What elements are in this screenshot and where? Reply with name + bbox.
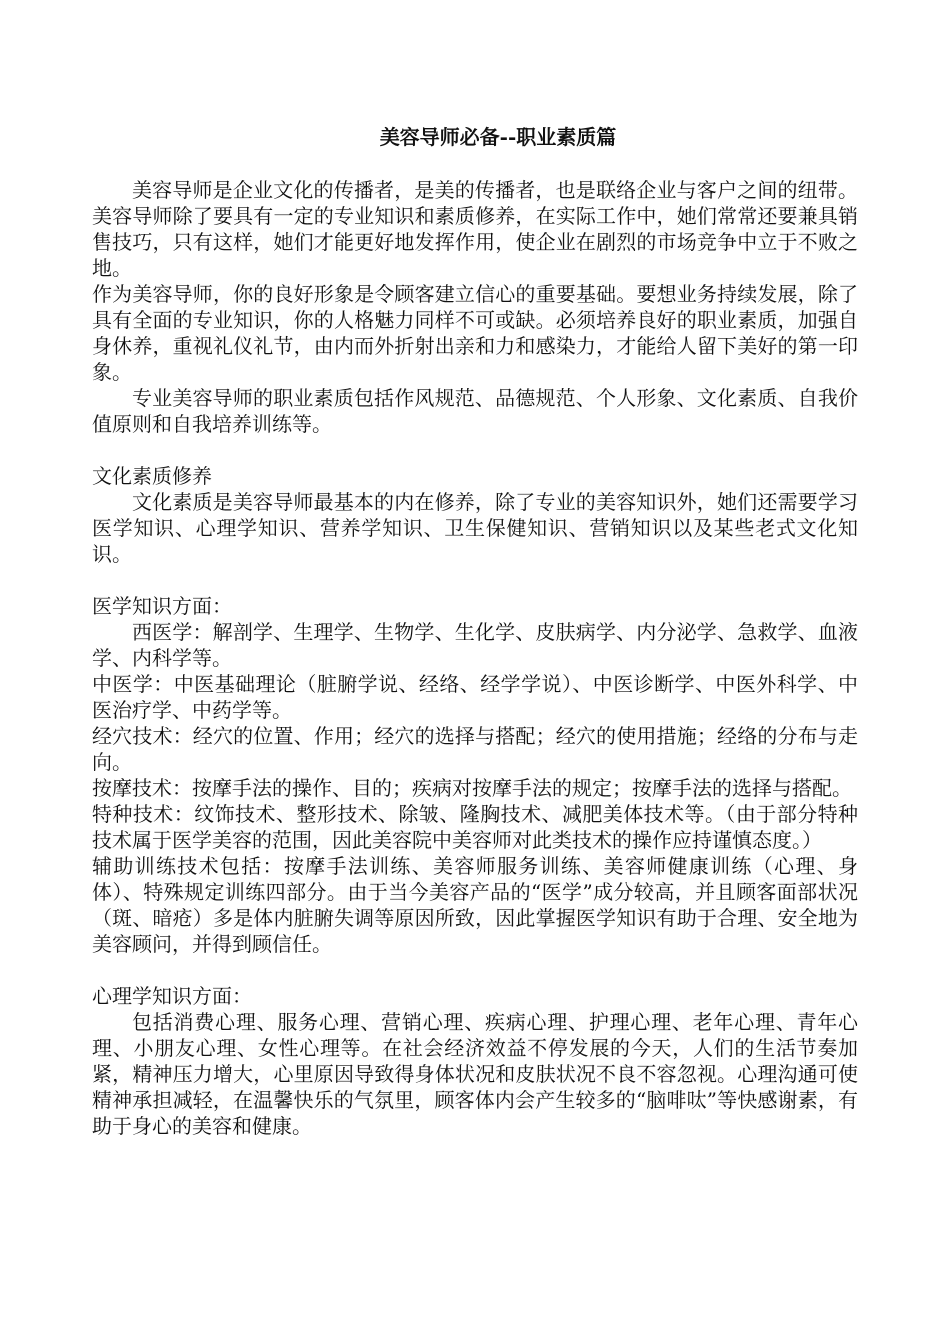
paragraph-acupoint: 经穴技术：经穴的位置、作用；经穴的选择与搭配；经穴的使用措施；经络的分布与走向。 xyxy=(92,724,858,774)
section-heading-culture: 文化素质修养 xyxy=(92,464,212,488)
paragraph-massage: 按摩技术：按摩手法的操作、目的；疾病对按摩手法的规定；按摩手法的选择与搭配。 xyxy=(92,776,852,800)
section-heading-medical: 医学知识方面： xyxy=(92,594,232,618)
page-title: 美容导师必备--职业素质篇 xyxy=(379,125,617,149)
paragraph-intro: 美容导师是企业文化的传播者，是美的传播者，也是联络企业与客户之间的纽带。美容导师除了要具有一定的专业知识和素质修养，在实际工作中，她们常常还要兼具销售技巧，只有这样，她们才能更好地发挥作用，使企业在剧烈的市场竞争中立于不败之地。 xyxy=(92,178,858,280)
paragraph-chinese-medicine: 中医学：中医基础理论（脏腑学说、经络、经学学说）、中医诊断学、中医外科学、中医治疗学、中药学等。 xyxy=(92,672,858,722)
blank-line xyxy=(92,437,858,463)
paragraph-western-medicine: 西医学：解剖学、生理学、生物学、生化学、皮肤病学、内分泌学、急救学、血液学、内科学等。 xyxy=(92,620,858,670)
paragraph-image: 作为美容导师，你的良好形象是令顾客建立信心的重要基础。要想业务持续发展，除了具有全面的专业知识，你的人格魅力同样不可或缺。必须培养良好的职业素质，加强自身休养，重视礼仪礼节，由内而外折射出亲和力和感染力，才能给人留下美好的第一印象。 xyxy=(92,282,858,384)
blank-line xyxy=(92,567,858,593)
section-heading-psychology: 心理学知识方面： xyxy=(92,984,252,1008)
paragraph-qualities: 专业美容导师的职业素质包括作风规范、品德规范、个人形象、文化素质、自我价值原则和自我培养训练等。 xyxy=(92,386,858,436)
paragraph-special-tech: 特种技术：纹饰技术、整形技术、除皱、隆胸技术、减肥美体技术等。（由于部分特种技术属于医学美容的范围，因此美容院中美容师对此类技术的操作应持谨慎态度。） xyxy=(92,802,858,852)
paragraph-auxiliary-training: 辅助训练技术包括：按摩手法训练、美容师服务训练、美容师健康训练（心理、身体）、特殊规定训练四部分。由于当今美容产品的“医学”成分较高，并且顾客面部状况（斑、暗疮）多是体内脏腑失调等原因所致，因此掌握医学知识有助于合理、安全地为美容顾问，并得到顾信任。 xyxy=(92,854,858,956)
paragraph-psychology: 包括消费心理、服务心理、营销心理、疾病心理、护理心理、老年心理、青年心理、小朋友心理、女性心理等。在社会经济效益不停发展的今天，人们的生活节奏加紧，精神压力增大，心里原因导致得身体状况和皮肤状况不良不容忽视。心理沟通可使精神承担减轻，在温馨快乐的气氛里，顾客体内会产生较多的“脑啡呔”等快感谢素，有助于身心的美容和健康。 xyxy=(92,1010,858,1138)
blank-line xyxy=(92,957,858,983)
paragraph-culture: 文化素质是美容导师最基本的内在修养，除了专业的美容知识外，她们还需要学习医学知识、心理学知识、营养学知识、卫生保健知识、营销知识以及某些老式文化知识。 xyxy=(92,490,858,566)
document-body xyxy=(92,124,858,1139)
